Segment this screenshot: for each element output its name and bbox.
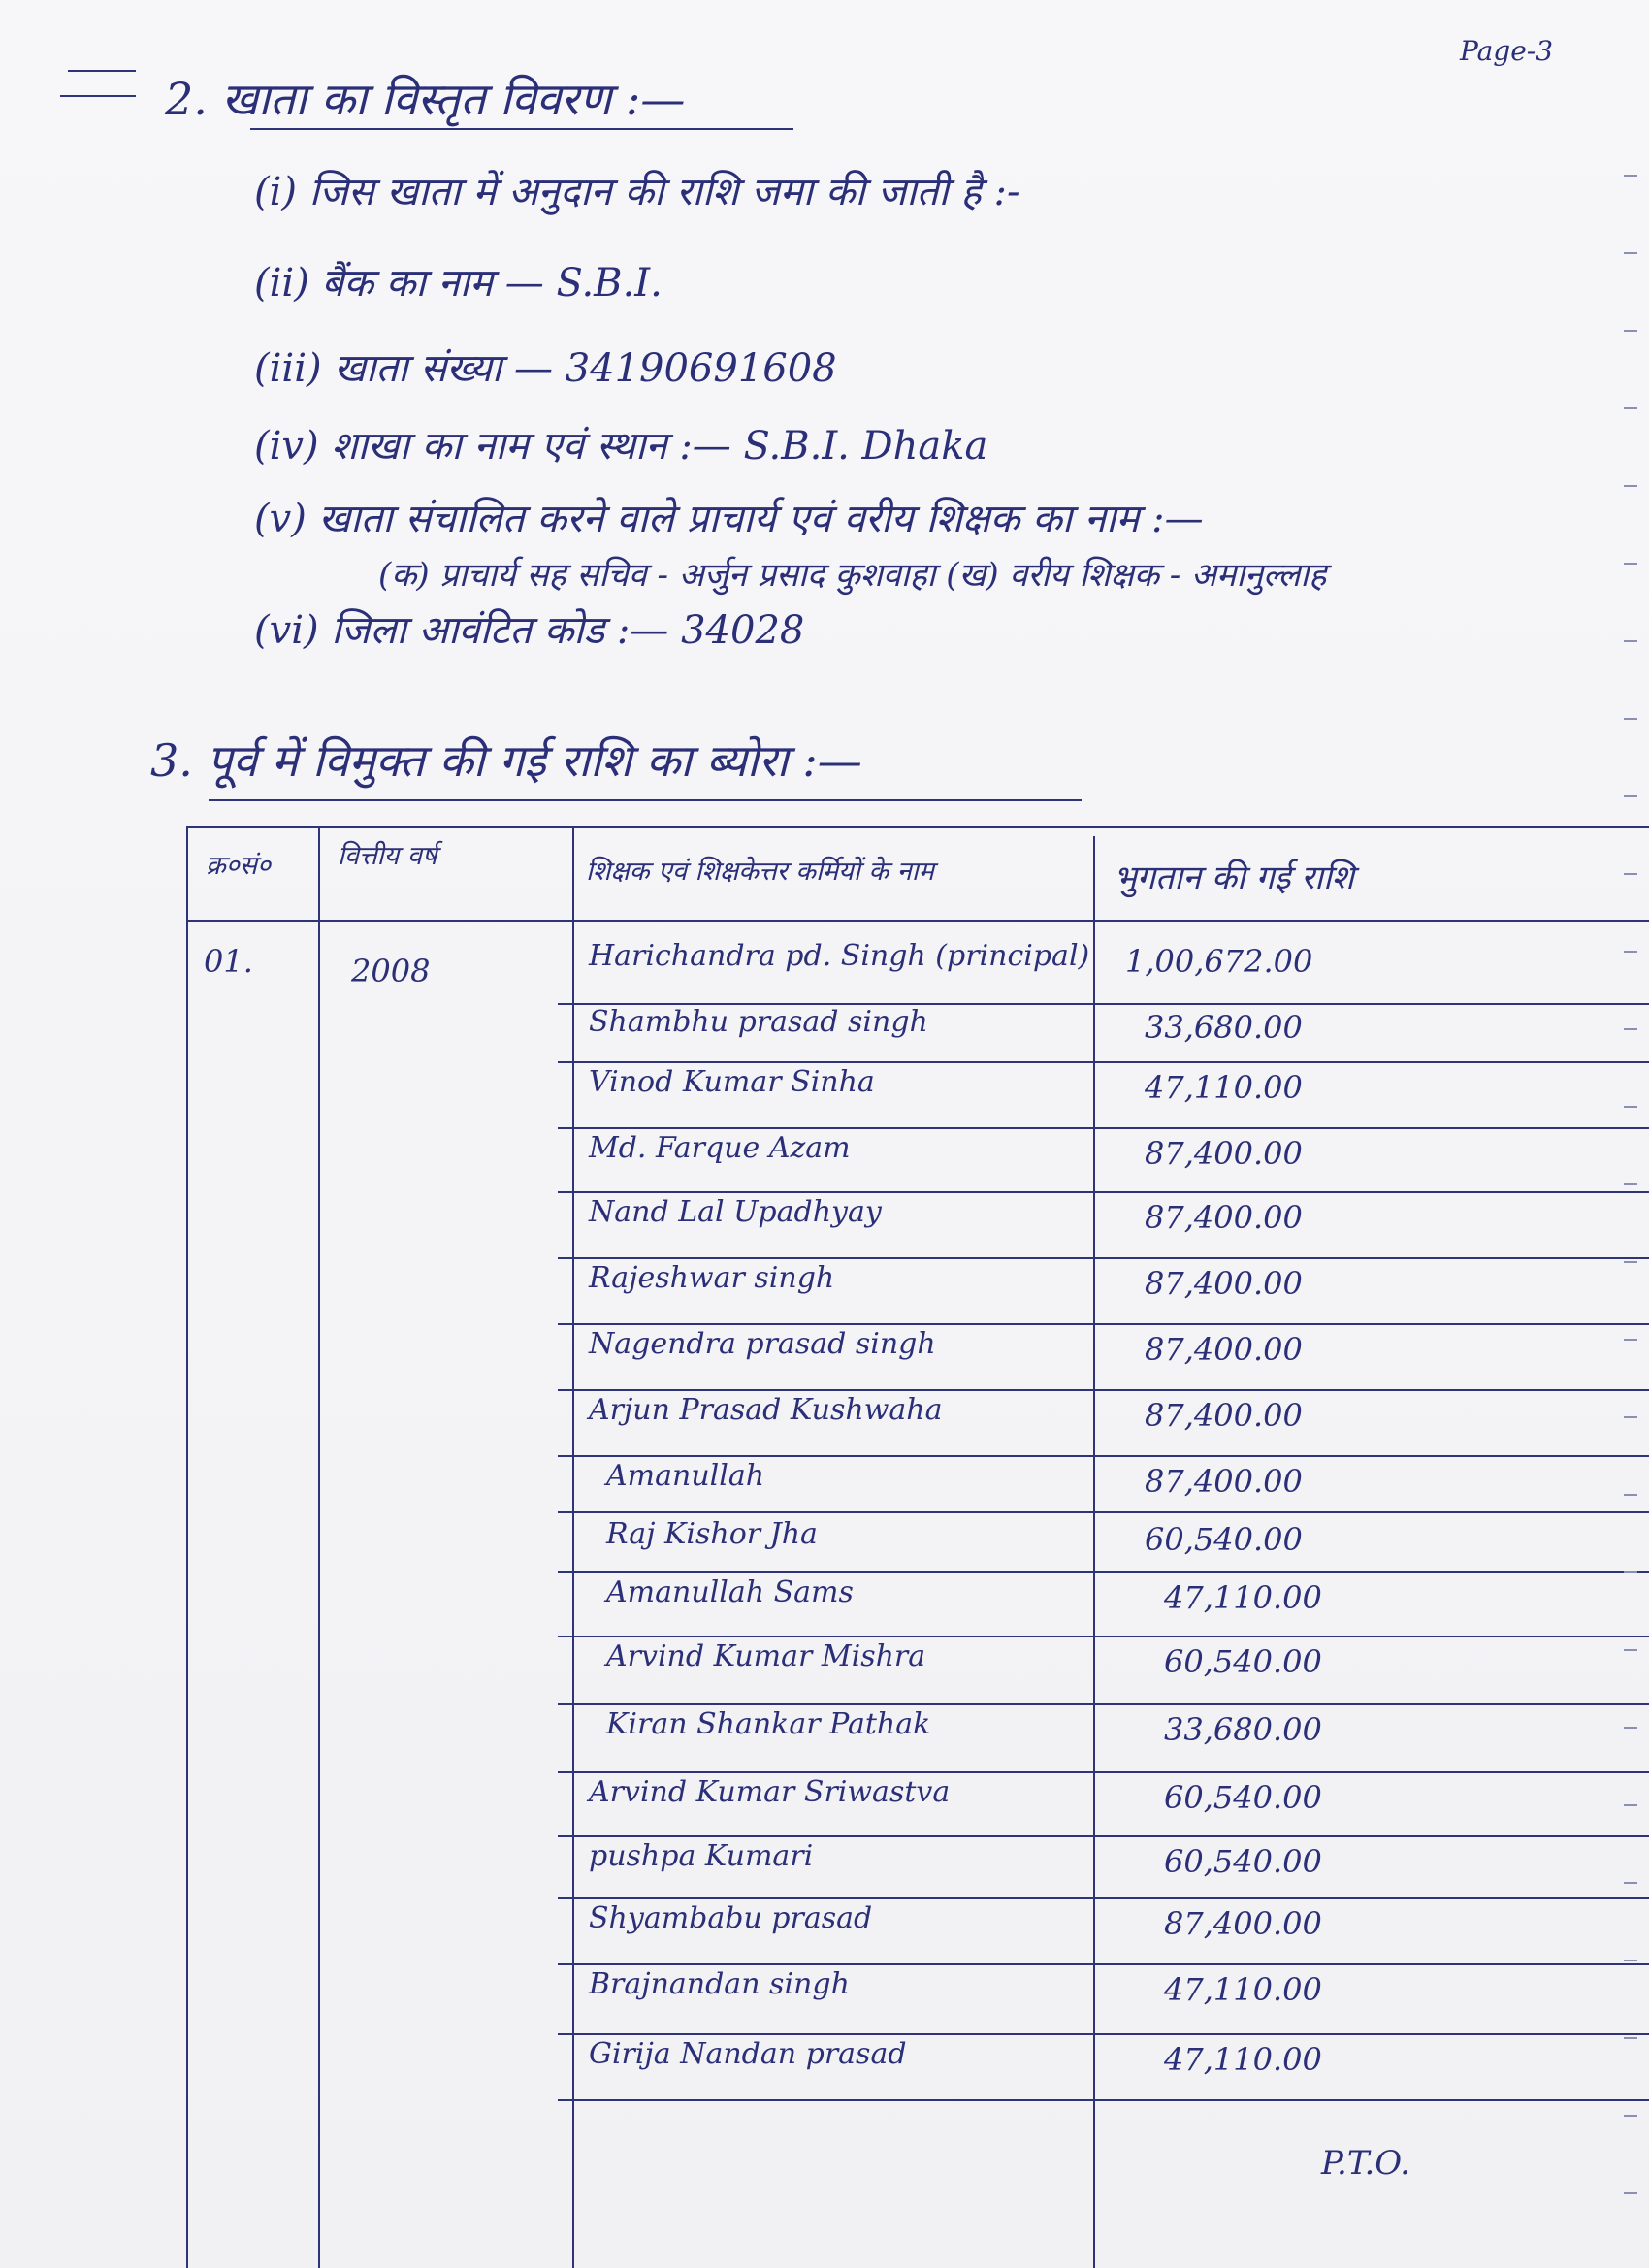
row-7-amount: 87,400.00 xyxy=(1145,1331,1303,1368)
row-17-name: Brajnandan singh xyxy=(589,1967,850,2001)
row-12-amount: 60,540.00 xyxy=(1164,1643,1322,1680)
row-15-amount: 60,540.00 xyxy=(1164,1843,1322,1880)
account-line-iv: (iv) शाखा का नाम एवं स्थान :— S.B.I. Dhaka xyxy=(254,424,988,469)
account-line-iii: (iii) खाता संख्या — 34190691608 xyxy=(254,346,837,391)
row-4-amount: 87,400.00 xyxy=(1145,1135,1303,1172)
section-3-heading: 3. पूर्व में विमुक्त की गई राशि का ब्योरा :— xyxy=(150,734,862,787)
row-13-name: Kiran Shankar Pathak xyxy=(606,1707,931,1741)
table-column-divider xyxy=(572,826,574,2268)
header-names: शिक्षक एवं शिक्षकेत्तर कर्मियों के नाम xyxy=(586,857,934,887)
row-9-name: Amanullah xyxy=(606,1459,765,1493)
section-2-heading: 2. खाता का विस्तृत विवरण :— xyxy=(165,73,686,125)
row-12-name: Arvind Kumar Mishra xyxy=(606,1639,926,1673)
header-serial: क्र०सं० xyxy=(206,851,272,881)
row-6-amount: 87,400.00 xyxy=(1145,1265,1303,1302)
table-row-line xyxy=(558,1127,1649,1129)
account-line-i: (i) जिस खाता में अनुदान की राशि जमा की जाती है :- xyxy=(254,170,1020,214)
table-row-line xyxy=(558,1571,1649,1573)
row-1-amount: 1,00,672.00 xyxy=(1125,943,1313,980)
margin-mark xyxy=(60,95,136,97)
page-number: Page-3 xyxy=(1460,35,1554,67)
table-header-bottom xyxy=(186,920,1649,922)
table-row-line xyxy=(558,1703,1649,1705)
heading-underline xyxy=(250,128,793,130)
row-13-amount: 33,680.00 xyxy=(1164,1711,1322,1748)
table-column-divider xyxy=(1093,836,1095,2268)
serial-number: 01. xyxy=(204,943,253,980)
row-9-amount: 87,400.00 xyxy=(1145,1463,1303,1500)
row-10-amount: 60,540.00 xyxy=(1145,1521,1303,1558)
row-17-amount: 47,110.00 xyxy=(1164,1971,1322,2008)
financial-year: 2008 xyxy=(351,953,431,989)
table-top-border xyxy=(186,826,1649,828)
account-line-v: (v) खाता संचालित करने वाले प्राचार्य एवं वरीय शिक्षक का नाम :— xyxy=(254,497,1204,541)
table-row-line xyxy=(558,1897,1649,1899)
header-amount-paid: भुगतान की गई राशि xyxy=(1114,859,1354,897)
row-5-name: Nand Lal Upadhyay xyxy=(589,1195,882,1229)
table-column-divider xyxy=(318,826,320,2268)
row-3-amount: 47,110.00 xyxy=(1145,1069,1303,1106)
row-14-name: Arvind Kumar Sriwastva xyxy=(589,1775,951,1809)
table-row-line xyxy=(558,2099,1649,2101)
row-4-name: Md. Farque Azam xyxy=(589,1131,851,1165)
table-row-line xyxy=(558,1061,1649,1063)
heading-underline xyxy=(209,799,1082,801)
row-8-amount: 87,400.00 xyxy=(1145,1397,1303,1434)
row-3-name: Vinod Kumar Sinha xyxy=(589,1065,875,1099)
row-6-name: Rajeshwar singh xyxy=(589,1261,835,1295)
table-row-line xyxy=(558,1191,1649,1193)
row-16-name: Shyambabu prasad xyxy=(589,1901,873,1935)
account-line-vi: (vi) जिला आवंटित कोड :— 34028 xyxy=(254,608,805,653)
table-row-line xyxy=(558,1511,1649,1513)
row-5-amount: 87,400.00 xyxy=(1145,1199,1303,1236)
row-15-name: pushpa Kumari xyxy=(589,1839,814,1873)
row-10-name: Raj Kishor Jha xyxy=(606,1517,818,1551)
table-row-line xyxy=(558,2033,1649,2035)
row-2-name: Shambhu prasad singh xyxy=(589,1005,928,1039)
table-border-left xyxy=(186,826,188,2268)
row-14-amount: 60,540.00 xyxy=(1164,1779,1322,1816)
table-row-line xyxy=(558,1389,1649,1391)
table-row-line xyxy=(558,1636,1649,1637)
row-8-name: Arjun Prasad Kushwaha xyxy=(589,1393,943,1427)
row-18-amount: 47,110.00 xyxy=(1164,2041,1322,2078)
row-7-name: Nagendra prasad singh xyxy=(589,1327,936,1361)
table-row-line xyxy=(558,1323,1649,1325)
table-row-line xyxy=(558,1257,1649,1259)
table-row-line xyxy=(558,1835,1649,1837)
account-line-v-sub: (क) प्राचार्य सह सचिव - अर्जुन प्रसाद कुशवाहा (ख) वरीय शिक्षक - अमानुल्लाह xyxy=(378,556,1327,595)
notebook-edge xyxy=(1618,0,1637,2268)
pto-note: P.T.O. xyxy=(1321,2144,1410,2183)
row-16-amount: 87,400.00 xyxy=(1164,1905,1322,1942)
table-row-line xyxy=(558,1771,1649,1773)
account-line-ii: (ii) बैंक का नाम — S.B.I. xyxy=(254,261,663,306)
header-financial-year: वित्तीय वर्ष xyxy=(338,841,437,871)
row-2-amount: 33,680.00 xyxy=(1145,1009,1303,1046)
table-row-line xyxy=(558,1963,1649,1965)
row-18-name: Girija Nandan prasad xyxy=(589,2037,907,2071)
row-1-name: Harichandra pd. Singh (principal) xyxy=(589,939,1090,973)
table-row-line xyxy=(558,1455,1649,1457)
row-11-name: Amanullah Sams xyxy=(606,1575,854,1609)
row-11-amount: 47,110.00 xyxy=(1164,1579,1322,1616)
margin-mark xyxy=(68,70,136,72)
